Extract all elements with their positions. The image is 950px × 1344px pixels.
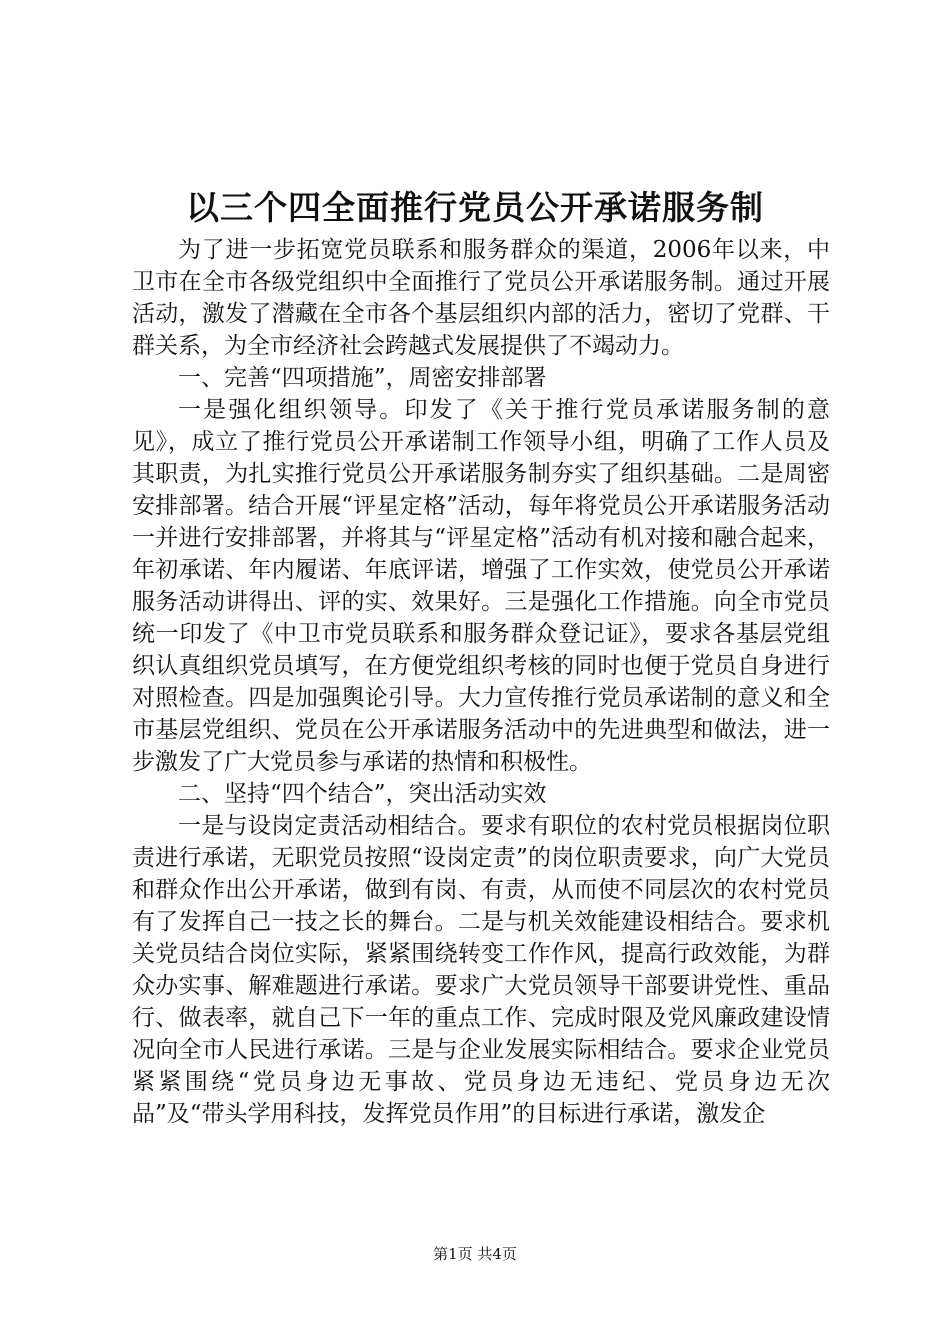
paragraph-section-2: 一是与设岗定责活动相结合。要求有职位的农村党员根据岗位职责进行承诺，无职党员按照“设岗定责”的岗位职责要求，向广大党员和群众作出公开承诺，做到有岗、有责，从而使不同层次的农村党员有了发挥自己一技之长的舞台。二是与机关效能建设相结合。要求机关党员结合岗位实际，紧紧围绕转变工作作风，提高行政效能，为群众办实事、解难题进行承诺。要求广大党员领导干部要讲党性、重品行、做表率，就自己下一年的重点工作、完成时限及党风廉政建设情况向全市人民进行承诺。三是与企业发展实际相结合。要求企业党员紧紧围绕“党员身边无事故、党员身边无违纪、党员身边无次品”及“带头学用科技，发挥党员作用”的目标进行承诺，激发企 [132,813,830,1127]
page-number-footer: 第1页 共4页 [433,1245,517,1263]
section-heading-2: 二、坚持“四个结合”，突出活动实效 [178,781,547,807]
section-heading-1: 一、完善“四项措施”，周密安排部署 [178,365,547,391]
document-title: 以三个四全面推行党员公开承诺服务制 [186,188,764,227]
document-body [132,234,830,1130]
paragraph-intro: 为了进一步拓宽党员联系和服务群众的渠道，2006年以来，中卫市在全市各级党组织中全面推行了党员公开承诺服务制。通过开展活动，激发了潜藏在全市各个基层组织内部的活力，密切了党群、干群关系，为全市经济社会跨越式发展提供了不竭动力。 [132,237,830,359]
paragraph-section-1: 一是强化组织领导。印发了《关于推行党员承诺服务制的意见》，成立了推行党员公开承诺制工作领导小组，明确了工作人员及其职责，为扎实推行党员公开承诺服务制夯实了组织基础。二是周密安排部署。结合开展“评星定格”活动，每年将党员公开承诺服务活动一并进行安排部署，并将其与“评星定格”活动有机对接和融合起来，年初承诺、年内履诺、年底评诺，增强了工作实效，使党员公开承诺服务活动讲得出、评的实、效果好。三是强化工作措施。向全市党员统一印发了《中卫市党员联系和服务群众登记证》，要求各基层党组织认真组织党员填写，在方便党组织考核的同时也便于党员自身进行对照检查。四是加强舆论引导。大力宣传推行党员承诺制的意义和全市基层党组织、党员在公开承诺服务活动中的先进典型和做法，进一步激发了广大党员参与承诺的热情和积极性。 [132,397,830,775]
